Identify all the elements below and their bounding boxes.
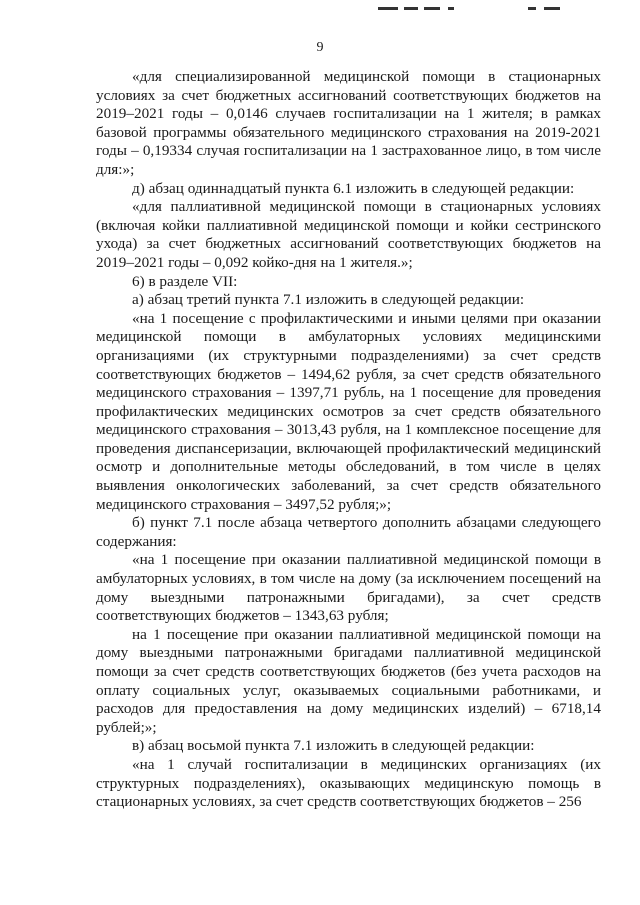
paragraph-palliative-home-visit: на 1 посещение при оказании паллиативной медицинской помощи на дому выездными патронажными бригадами паллиативной медицинской помощи за счет средств соответствующих бюджетов (без учета расходов на оплату социальных услуг, оказываемых социальными работниками, и расходов для предоставления на дому медицинских изделий) – 6718,14 рублей;»; xyxy=(96,625,601,736)
document-body xyxy=(96,68,601,812)
paragraph-item-d: д) абзац одиннадцатый пункта 6.1 изложить в следующей редакции: xyxy=(132,179,575,197)
paragraph-quote-palliative-outpatient: «на 1 посещение при оказании паллиативной медицинской помощи в амбулаторных условиях, в том числе на дому (за исключением посещений на дому выездными патронажными бригадами), за счет средств соответствующих бюджетов – 1343,63 рубля; xyxy=(96,551,601,625)
paragraph-item-a: а) абзац третий пункта 7.1 изложить в следующей редакции: xyxy=(132,291,525,309)
paragraph-item-v: в) абзац восьмой пункта 7.1 изложить в следующей редакции: xyxy=(132,737,535,755)
paragraph-quote-hospitalization: «на 1 случай госпитализации в медицинских организациях (их структурных подразделениях), оказывающих медицинскую помощь в стационарных условиях, за счет средств соответствующих бюджетов – 256 xyxy=(96,755,601,811)
paragraph-quote-palliative-inpatient: «для паллиативной медицинской помощи в стационарных условиях (включая койки паллиативной медицинской помощи и койки сестринского ухода) за счет бюджетных ассигнований соответствующих бюджетов на 2019–2021 годы – 0,092 койко-дня на 1 жителя.»; xyxy=(96,198,601,271)
page-number: 9 xyxy=(316,40,324,55)
paragraph-item-6-section-vii: 6) в разделе VII: xyxy=(132,272,238,290)
paragraph-quote-specialized-care: «для специализированной медицинской помощи в стационарных условиях за счет бюджетных ассигнований соответствующих бюджетов на 2019–2021 годы – 0,0146 случаев госпитализации на 1 жителя; в рамках базовой программы обязательного медицинского страхования на 2019-2021 годы – 0,19334 случая госпитализации на 1 застрахованное лицо, в том числе для:»; xyxy=(96,68,601,178)
scan-artifact-mark xyxy=(378,7,578,11)
paragraph-quote-visit-costs: «на 1 посещение с профилактическими и иными целями при оказании медицинской помощи в амбулаторных условиях медицинскими организациями (их структурными подразделениями) за счет средств соответствующих бюджетов – 1494,62 рубля, за счет средств обязательного медицинского страхования – 1397,71 рубль, на 1 посещение для проведения профилактических медицинских осмотров за счет средств обязательного медицинского страхования – 3013,43 рубля, на 1 комплексное посещение для проведения диспансеризации, включающей профилактический медицинский осмотр и дополнительные методы обследований, в том числе в целях выявления онкологических заболеваний, за счет средств обязательного медицинского страхования – 3497,52 рубля;»; xyxy=(96,309,601,513)
paragraph-item-b: б) пункт 7.1 после абзаца четвертого дополнить абзацами следующего содержания: xyxy=(96,514,601,550)
